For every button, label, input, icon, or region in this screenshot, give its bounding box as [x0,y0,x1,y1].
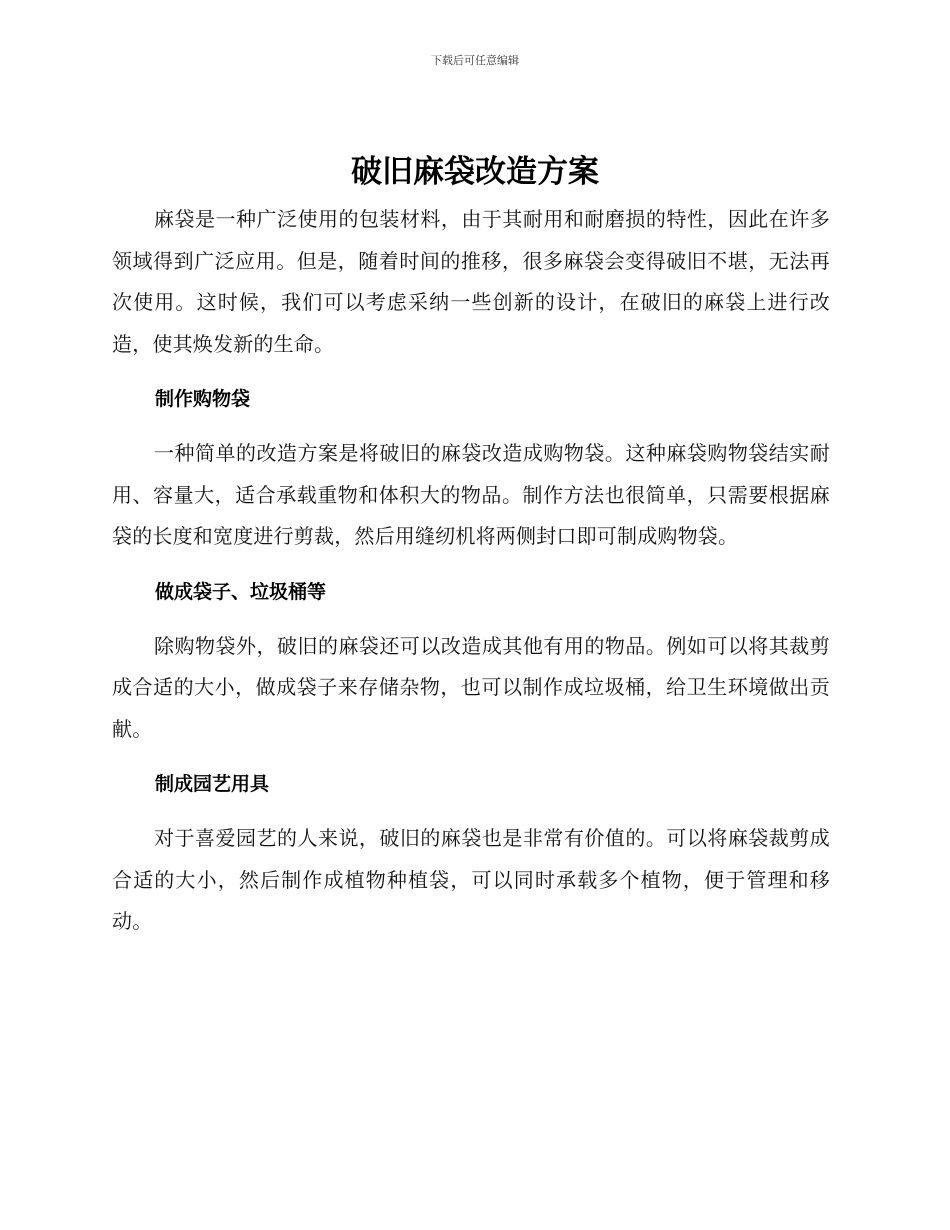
intro-paragraph: 麻袋是一种广泛使用的包装材料，由于其耐用和耐磨损的特性，因此在许多领域得到广泛应用。但是，随着时间的推移，很多麻袋会变得破旧不堪，无法再次使用。这时候，我们可以考虑采纳一些创新的设计，在破旧的麻袋上进行改造，使其焕发新的生命。 [112,207,830,356]
document-title: 破旧麻袋改造方案 [351,154,599,190]
section-body-shopping-bag: 一种简单的改造方案是将破旧的麻袋改造成购物袋。这种麻袋购物袋结实耐用、容量大，适合承载重物和体积大的物品。制作方法也很简单，只需要根据麻袋的长度和宽度进行剪裁，然后用缝纫机将两侧封口即可制成购物袋。 [112,441,830,548]
document-body [112,199,830,943]
page-header: 下载后可任意编辑 [431,54,519,67]
section-heading-shopping-bag: 制作购物袋 [155,388,251,410]
section-heading-bags-bins: 做成袋子、垃圾桶等 [155,580,327,603]
section-heading-gardening: 制成园艺用具 [155,773,270,795]
section-body-bags-bins: 除购物袋外，破旧的麻袋还可以改造成其他有用的物品。例如可以将其裁剪成合适的大小，做成袋子来存储杂物，也可以制作成垃圾桶，给卫生环境做出贡献。 [112,633,830,741]
section-body-gardening: 对于喜爱园艺的人来说，破旧的麻袋也是非常有价值的。可以将麻袋裁剪成合适的大小，然后制作成植物种植袋，可以同时承载多个植物，便于管理和移动。 [112,826,830,933]
